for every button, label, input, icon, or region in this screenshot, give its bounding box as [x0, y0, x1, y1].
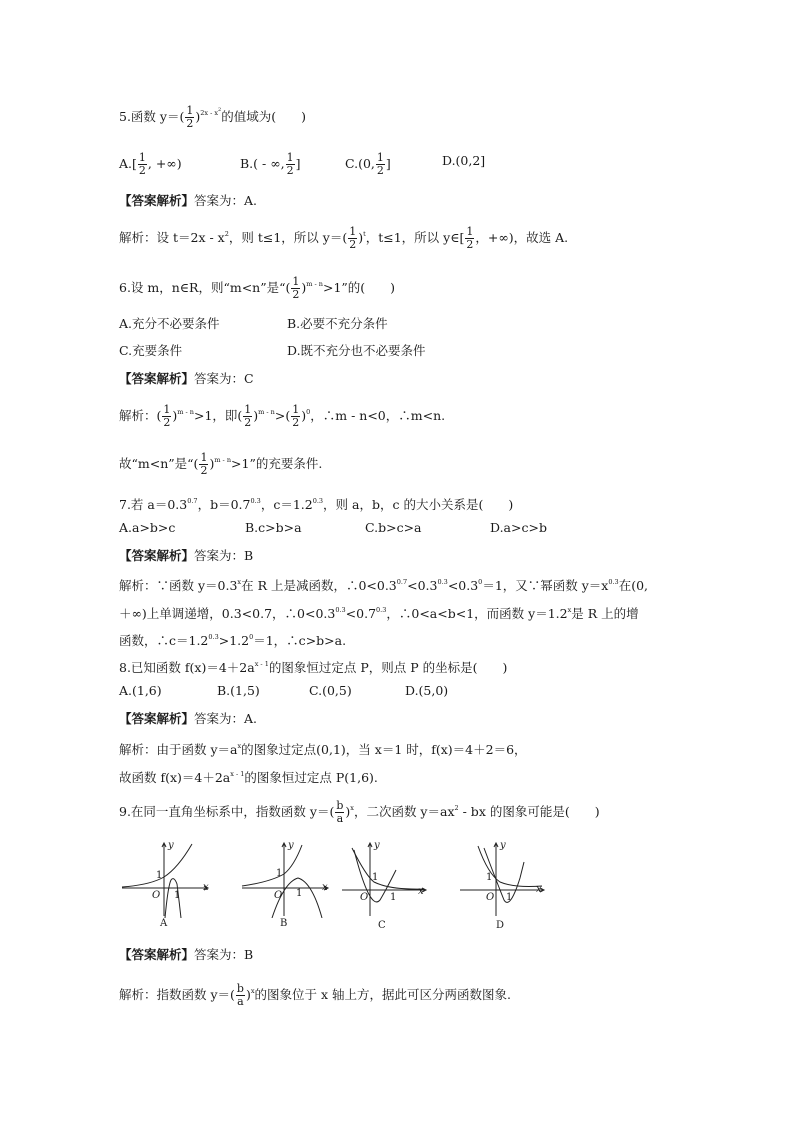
q7-explanation-line1: 解析：∵函数 $y=0.3^x$在 R 上是减函数，$\therefore 0<0.3^{0.7}<0.3^{0.3}<0.3^0=1$，又∵幂函数 $y=x^{0.3}$在(0,: [119, 578, 649, 593]
graph-d-one-y: 1: [486, 872, 493, 883]
q5-option-d: D.(0,2]: [442, 153, 486, 168]
graph-a-x-label: x: [203, 882, 209, 893]
graph-c: [340, 840, 432, 918]
graph-a-origin: O: [152, 890, 161, 901]
q6-answer: 【答案解析】答案为：C: [119, 371, 254, 386]
graph-d: [458, 840, 550, 918]
graph-c-one-y: 1: [372, 872, 379, 883]
graph-d-x-label: x: [536, 884, 542, 895]
graph-a-one-x: 1: [174, 890, 181, 901]
graph-b-origin: O: [274, 890, 283, 901]
graph-c-one-x: 1: [390, 892, 397, 903]
graph-a-one-y: 1: [156, 870, 163, 881]
graph-c-x-label: x: [418, 886, 424, 897]
graph-b: [240, 840, 332, 918]
q5-answer: 【答案解析】答案为：A.: [119, 193, 258, 208]
graph-c-y-label: y: [374, 840, 380, 851]
q7-stem: 7.若 $a=0.3^{0.7}$，$b=0.7^{0.3}$，$c=1.2^{0.3}$，则 a，b，c 的大小关系是( ): [119, 497, 514, 512]
graph-d-label: D: [496, 920, 505, 931]
q5-stem: 5.函数 y＝( $\frac{1}{2}$ )$^{2x - x^2}$的值域为( ): [119, 104, 306, 130]
graph-a: [120, 840, 212, 918]
q9-stem: 9.在同一直角坐标系中，指数函数 y＝( $\frac{b}{a}$ )$^x$，二次函数 $y=ax^2$ - bx 的图象可能是( ): [119, 799, 600, 825]
graph-b-x-label: x: [322, 882, 328, 893]
graph-b-one-x: 1: [296, 888, 303, 899]
graph-c-origin: O: [360, 892, 369, 903]
q8-explanation-line2: 故函数 $f(x)=4+2a^{x - 1}$的图象恒过定点 P(1,6).: [119, 770, 378, 785]
graph-d-one-x: 1: [506, 892, 513, 903]
q5-option-b: B.( - ∞, $\frac{1}{2}$ ]: [240, 151, 301, 177]
q7-explanation-line3: 函数，$\therefore c=1.2^{0.3}>1.2^0=1$，∴c>b>a.: [119, 633, 347, 648]
q6-explanation: 解析：( $\frac{1}{2}$ )$^{m - n}$>1，即( $\frac{1}{2}$ )$^{m - n}$>( $\frac{1}{2}$ )$^0$，∴m - n<0，∴m<n.: [119, 403, 446, 429]
q8-explanation-line1: 解析：由于函数 $y=a^x$的图象过定点(0,1)，当 x＝1 时，f(x)＝4＋2＝6，: [119, 742, 527, 757]
q6-stem: 6.设 m，n∈R，则“m<n”是“( $\frac{1}{2}$ )$^{m - n}$>1”的( ): [119, 275, 396, 301]
q6-conclusion: 故“m<n”是“( $\frac{1}{2}$ )$^{m - n}$>1”的充要条件.: [119, 451, 323, 477]
graph-a-label: A: [160, 918, 168, 929]
q8-answer: 【答案解析】答案为：A.: [119, 711, 258, 726]
q7-answer: 【答案解析】答案为：B: [119, 548, 254, 563]
q9-explanation: 解析：指数函数 y＝( $\frac{b}{a}$ )$^x$的图象位于 x 轴上方，据此可区分两函数图象.: [119, 982, 512, 1008]
graph-d-origin: O: [486, 892, 495, 903]
q8-stem: 8.已知函数 $f(x)=4+2a^{x - 1}$的图象恒过定点 P，则点 P 的坐标是( ): [119, 660, 508, 675]
graph-d-y-label: y: [500, 840, 506, 851]
graph-b-y-label: y: [288, 840, 294, 851]
q9-answer: 【答案解析】答案为：B: [119, 947, 254, 962]
q5-option-a: A.[ $\frac{1}{2}$ , +∞): [119, 151, 182, 177]
graph-c-label: C: [378, 920, 386, 931]
q7-explanation-line2: ＋∞)上单调递增，0.3<0.7，$\therefore 0<0.3^{0.3}<0.7^{0.3}$，∴0<a<b<1，而函数 $y=1.2^x$是 R 上的增: [119, 606, 639, 621]
graph-b-one-y: 1: [276, 868, 283, 879]
q5-explanation: 解析：设 $t=2x - x^2$，则 t≤1，所以 y＝( $\frac{1}{2}$ )$^t$，t≤1，所以 y∈[ $\frac{1}{2}$ ，+∞)，故选 A.: [119, 225, 569, 251]
graph-a-y-label: y: [168, 840, 174, 851]
q5-option-c: C.(0, $\frac{1}{2}$ ]: [345, 151, 391, 177]
graph-b-label: B: [280, 918, 288, 929]
